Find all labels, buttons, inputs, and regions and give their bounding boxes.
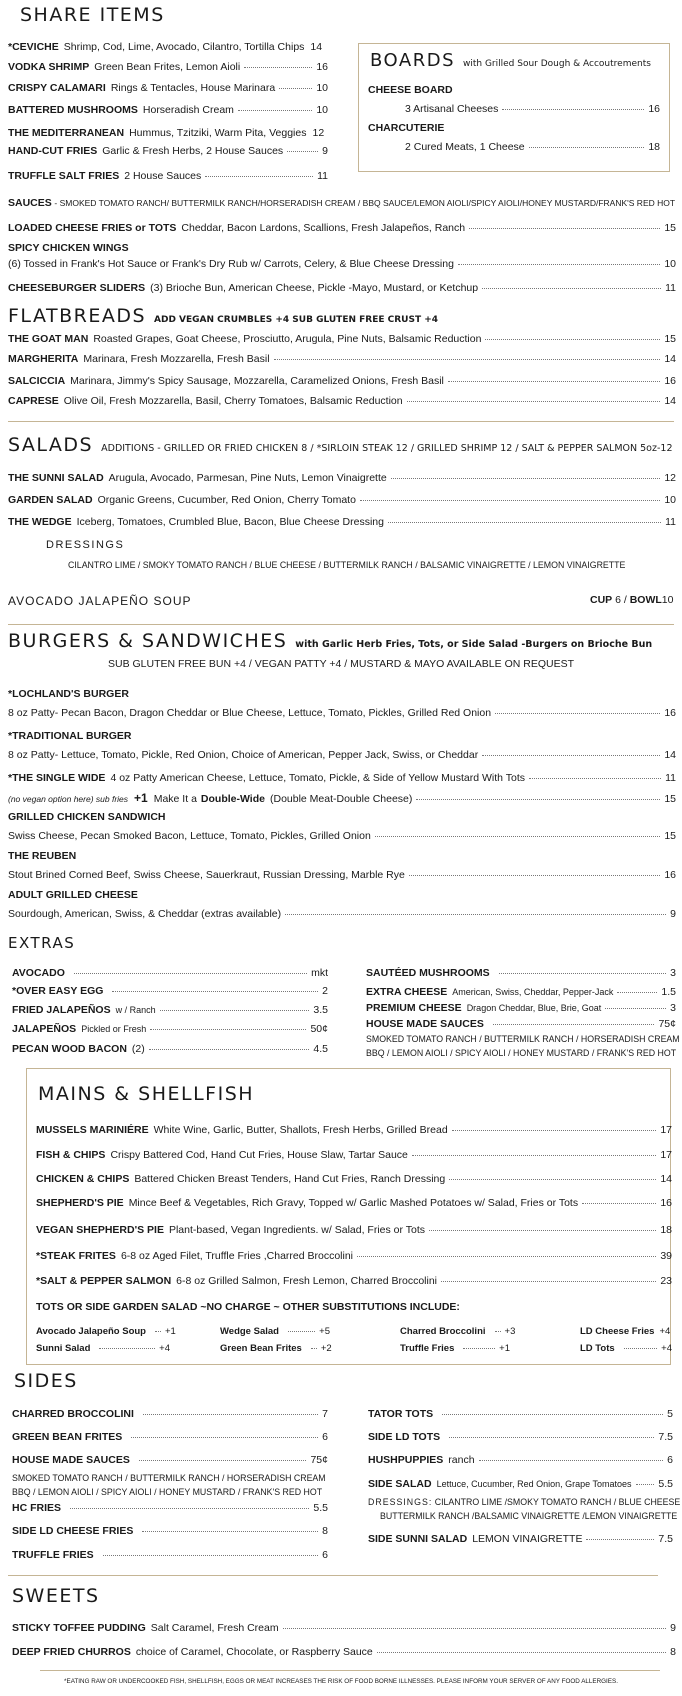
menu-item: VODKA SHRIMP Green Bean Frites, Lemon Aioli 16	[8, 61, 328, 73]
menu-item: GARDEN SALAD Organic Greens, Cucumber, Red Onion, Cherry Tomato 10	[8, 494, 676, 506]
sub-item: Avocado Jalapeño Soup +1	[36, 1326, 176, 1337]
side-item: SIDE LD CHEESE FRIES 8	[12, 1525, 328, 1537]
menu-item: THE GOAT MAN Roasted Grapes, Goat Cheese, Prosciutto, Arugula, Pine Nuts, Balsamic Reduction 15	[8, 333, 676, 345]
charcuterie: 2 Cured Meats, 1 Cheese 18	[405, 141, 660, 153]
sub-item: Wedge Salad +5	[220, 1326, 330, 1337]
side-item: CHARRED BROCCOLINI 7	[12, 1408, 328, 1420]
sweet-item: DEEP FRIED CHURROS choice of Caramel, Chocolate, or Raspberry Sauce 8	[12, 1646, 676, 1658]
extra-item: PREMIUM CHEESE Dragon Cheddar, Blue, Brie, Goat 3	[366, 1002, 676, 1014]
menu-item: THE WEDGE Iceberg, Tomatoes, Crumbled Blue, Bacon, Blue Cheese Dressing 11	[8, 516, 676, 528]
menu-item: MARGHERITA Marinara, Fresh Mozzarella, Fresh Basil 14	[8, 353, 676, 365]
extra-item: JALAPEÑOS Pickled or Fresh 50¢	[12, 1023, 328, 1035]
share-title: SHARE ITEMS	[20, 4, 165, 26]
extra-item: FRIED JALAPEÑOS w / Ranch 3.5	[12, 1004, 328, 1016]
sub-item: LD Tots +4	[580, 1343, 672, 1354]
wings-name: SPICY CHICKEN WINGS	[8, 242, 129, 254]
menu-item: (no vegan option here) sub fries +1 Make It a Double-Wide (Double Meat-Double Cheese) 15	[8, 791, 676, 805]
sides-title: SIDES	[14, 1370, 78, 1392]
flatbreads-title: FLATBREADS ADD VEGAN CRUMBLES +4 SUB GLUTEN FREE CRUST +4	[8, 305, 439, 327]
menu-item: Swiss Cheese, Pecan Smoked Bacon, Lettuce, Tomato, Pickles, Grilled Onion 15	[8, 830, 676, 842]
cheese-board-name: CHEESE BOARD	[368, 84, 453, 96]
side-item: TATOR TOTS 5	[368, 1408, 673, 1420]
main-item: MUSSELS MARINIÉRE White Wine, Garlic, Butter, Shallots, Fresh Herbs, Grilled Bread 17	[36, 1124, 672, 1136]
side-item: TRUFFLE FRIES 6	[12, 1549, 328, 1561]
item-name: *TRADITIONAL BURGER	[8, 730, 132, 742]
menu-item: Sourdough, American, Swiss, & Cheddar (extras available) 9	[8, 908, 676, 920]
menu-item: THE MEDITERRANEAN Hummus, Tzitziki, Warm Pita, Veggies 12	[8, 127, 325, 139]
allergy-footer: *EATING RAW OR UNDERCOOKED FISH, SHELLFISH, EGGS OR MEAT INCREASES THE RISK OF FOOD BORNE ILLNESSES. PLEASE INFORM YOUR SERVER OF ANY FOOD ALLERGIES.	[64, 1678, 618, 1685]
soup-name: AVOCADO JALAPEÑO SOUP	[8, 594, 192, 608]
side-item: SIDE LD TOTS 7.5	[368, 1431, 673, 1443]
side-item: HOUSE MADE SAUCES 75¢	[12, 1454, 328, 1466]
sauces-list: BBQ / LEMON AIOLI / SPICY AIOLI / HONEY MUSTARD / FRANK'S RED HOT	[366, 1048, 677, 1058]
main-item: CHICKEN & CHIPS Battered Chicken Breast Tenders, Hand Cut Fries, Ranch Dressing 14	[36, 1173, 672, 1185]
menu-item: THE SUNNI SALAD Arugula, Avocado, Parmesan, Pine Nuts, Lemon Vinaigrette 12	[8, 472, 676, 484]
main-item: VEGAN SHEPHERD'S PIE Plant-based, Vegan Ingredients. w/ Salad, Fries or Tots 18	[36, 1224, 672, 1236]
side-item: SIDE SUNNI SALAD LEMON VINAIGRETTE 7.5	[368, 1533, 673, 1545]
sub-item: Charred Broccolini +3	[400, 1326, 516, 1337]
menu-item: BATTERED MUSHROOMS Horseradish Cream 10	[8, 104, 328, 116]
divider	[8, 421, 674, 422]
side-dressings: BUTTERMILK RANCH /BALSAMIC VINAIGRETTE /LEMON VINAIGRETTE	[380, 1511, 678, 1521]
boards-title: BOARDS with Grilled Sour Dough & Accoutrements	[370, 50, 651, 71]
item-name: ADULT GRILLED CHEESE	[8, 889, 138, 901]
menu-item: 8 oz Patty- Lettuce, Tomato, Pickle, Red Onion, Choice of American, Pepper Jack, Swiss, or Cheddar 14	[8, 749, 676, 761]
menu-item: TRUFFLE SALT FRIES 2 House Sauces 11	[8, 170, 328, 182]
sauces-list: SMOKED TOMATO RANCH / BUTTERMILK RANCH / HORSERADISH CREAM	[12, 1473, 326, 1483]
divider	[40, 1670, 660, 1671]
menu-item: CRISPY CALAMARI Rings & Tentacles, House Marinara 10	[8, 82, 328, 94]
main-item: SHEPHERD'S PIE Mince Beef & Vegetables, Rich Gravy, Topped w/ Garlic Mashed Potatoes w/ Salad, Fries or Tots 16	[36, 1197, 672, 1209]
item-name: *LOCHLAND'S BURGER	[8, 688, 129, 700]
extra-item: *OVER EASY EGG 2	[12, 985, 328, 997]
menu-item: *THE SINGLE WIDE 4 oz Patty American Cheese, Lettuce, Tomato, Pickle, & Side of Yellow Mustard With Tots 11	[8, 772, 676, 784]
extra-item: AVOCADO mkt	[12, 967, 328, 979]
menu-item: SALCICCIA Marinara, Jimmy's Spicy Sausage, Mozzarella, Caramelized Onions, Fresh Basil 16	[8, 375, 676, 387]
main-item: *SALT & PEPPER SALMON 6-8 oz Grilled Salmon, Fresh Lemon, Charred Broccolini 23	[36, 1275, 672, 1287]
cheese-board: 3 Artisanal Cheeses 16	[405, 103, 660, 115]
sub-item: LD Cheese Fries +4	[580, 1326, 671, 1337]
sweets-title: SWEETS	[12, 1585, 100, 1607]
side-item: GREEN BEAN FRITES 6	[12, 1431, 328, 1443]
charcuterie-name: CHARCUTERIE	[368, 122, 445, 134]
menu-item: *CEVICHE Shrimp, Cod, Lime, Avocado, Cilantro, Tortilla Chips 14	[8, 41, 323, 53]
sub-item: Green Bean Frites +2	[220, 1343, 332, 1354]
sauces-list: SMOKED TOMATO RANCH / BUTTERMILK RANCH / HORSERADISH CREAM	[366, 1034, 680, 1044]
salads-title: SALADS ADDITIONS - GRILLED OR FRIED CHICKEN 8 / *SIRLOIN STEAK 12 / GRILLED SHRIMP 12 / SALT & PEPPER SALMON 5oz-12	[8, 434, 673, 456]
side-dressings: DRESSINGS: CILANTRO LIME /SMOKY TOMATO RANCH / BLUE CHEESE	[368, 1497, 681, 1507]
extra-item: SAUTÉED MUSHROOMS 3	[366, 967, 676, 979]
mains-title: MAINS & SHELLFISH	[38, 1083, 255, 1105]
soup-prices: CUP 6 / BOWL10	[590, 594, 674, 606]
menu-item: CAPRESE Olive Oil, Fresh Mozzarella, Basil, Cherry Tomatoes, Balsamic Reduction 14	[8, 395, 676, 407]
extra-item: PECAN WOOD BACON (2) 4.5	[12, 1043, 328, 1055]
sauces-line: SAUCES - SMOKED TOMATO RANCH/ BUTTERMILK RANCH/HORSERADISH CREAM / BBQ SAUCE/LEMON AIOLI/SPICY AIOLI/HONEY MUSTARD/FRANK'S RED HOT	[8, 197, 676, 209]
sauces-list: BBQ / LEMON AIOLI / SPICY AIOLI / HONEY MUSTARD / FRANK'S RED HOT	[12, 1487, 323, 1497]
mains-box	[26, 1068, 671, 1365]
side-item: SIDE SALAD Lettuce, Cucumber, Red Onion, Grape Tomatoes 5.5	[368, 1478, 673, 1490]
sweet-item: STICKY TOFFEE PUDDING Salt Caramel, Fresh Cream 9	[12, 1622, 676, 1634]
menu-item: CHEESEBURGER SLIDERS (3) Brioche Bun, American Cheese, Pickle -Mayo, Mustard, or Ketchup 11	[8, 282, 676, 294]
burgers-title: BURGERS & SANDWICHES with Garlic Herb Fries, Tots, or Side Salad -Burgers on Brioche Bun	[8, 630, 653, 652]
divider	[8, 1575, 658, 1576]
sub-item: Sunni Salad +4	[36, 1343, 170, 1354]
item-name: THE REUBEN	[8, 850, 77, 862]
dressings-title: DRESSINGS	[46, 539, 125, 551]
extra-item: HOUSE MADE SAUCES 75¢	[366, 1018, 676, 1030]
menu-item: 8 oz Patty- Pecan Bacon, Dragon Cheddar or Blue Cheese, Lettuce, Tomato, Pickles, Grilled Red Onion 16	[8, 707, 676, 719]
main-item: *STEAK FRITES 6-8 oz Aged Filet, Truffle Fries ,Charred Broccolini 39	[36, 1250, 672, 1262]
extras-title: EXTRAS	[8, 934, 76, 952]
menu-item: Stout Brined Corned Beef, Swiss Cheese, Sauerkraut, Russian Dressing, Marble Rye 16	[8, 869, 676, 881]
dressings-list: CILANTRO LIME / SMOKY TOMATO RANCH / BLUE CHEESE / BUTTERMILK RANCH / BALSAMIC VINAIGRETTE / LEMON VINAIGRETTE	[68, 560, 626, 570]
main-item: FISH & CHIPS Crispy Battered Cod, Hand Cut Fries, House Slaw, Tartar Sauce 17	[36, 1149, 672, 1161]
divider	[8, 624, 674, 625]
menu-item: (6) Tossed in Frank's Hot Sauce or Frank's Dry Rub w/ Carrots, Celery, & Blue Cheese Dressing 10	[8, 258, 676, 270]
menu-item: LOADED CHEESE FRIES or TOTS Cheddar, Bacon Lardons, Scallions, Fresh Jalapeños, Ranch 15	[8, 222, 676, 234]
subs-title: TOTS OR SIDE GARDEN SALAD ~NO CHARGE ~ OTHER SUBSTITUTIONS INCLUDE:	[36, 1301, 460, 1313]
menu-item: HAND-CUT FRIES Garlic & Fresh Herbs, 2 House Sauces 9	[8, 145, 328, 157]
side-item: HUSHPUPPIES ranch 6	[368, 1454, 673, 1466]
side-item: HC FRIES 5.5	[12, 1502, 328, 1514]
extra-item: EXTRA CHEESE American, Swiss, Cheddar, Pepper-Jack 1.5	[366, 986, 676, 998]
burgers-subs: SUB GLUTEN FREE BUN +4 / VEGAN PATTY +4 / MUSTARD & MAYO AVAILABLE ON REQUEST	[107, 658, 574, 670]
item-name: GRILLED CHICKEN SANDWICH	[8, 811, 166, 823]
sub-item: Truffle Fries +1	[400, 1343, 510, 1354]
